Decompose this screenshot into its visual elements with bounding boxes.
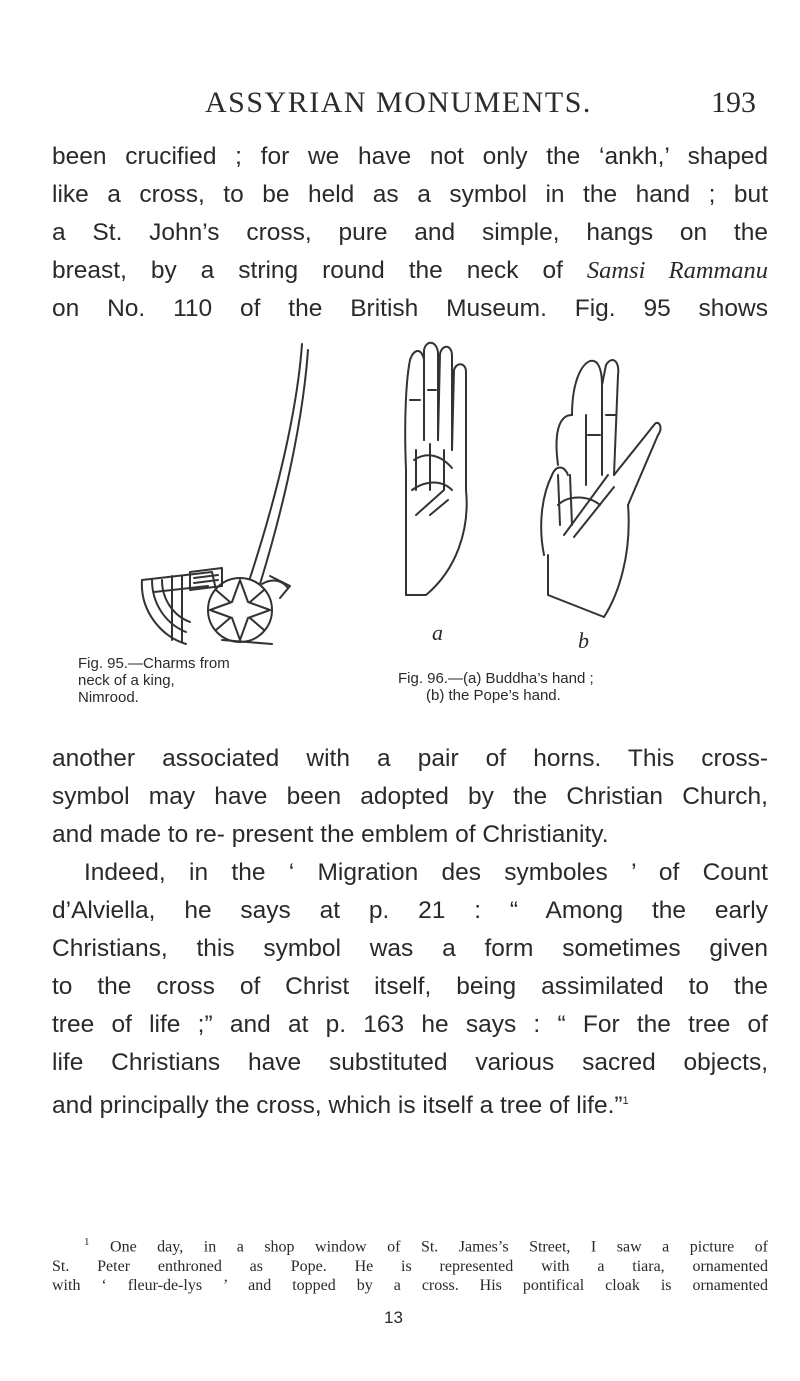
footnote-reference: 1: [622, 1095, 629, 1107]
text-line: symbol may have been adopted by the Christian Church,: [52, 783, 768, 810]
charms-illustration: [112, 340, 312, 650]
text-line: [52, 1082, 768, 1125]
text-line: d’Alviella, he says at p. 21 : “ Among the early: [52, 897, 768, 924]
caption-line: Fig. 95.—Charms from: [78, 655, 230, 672]
text-line: life Christians have substituted various sacred objects,: [52, 1049, 768, 1076]
caption-line: neck of a king,: [78, 672, 175, 689]
pope-hand-illustration: [528, 355, 663, 625]
text-line: tree of life ;” and at p. 163 he says : “ For the tree of: [52, 1011, 768, 1038]
figure-95-caption: [78, 655, 298, 706]
running-title: ASSYRIAN MONUMENTS.: [205, 86, 592, 119]
text-line: and made to re- present the emblem of Christianity.: [52, 821, 609, 848]
footnote-line: [52, 1233, 768, 1257]
figure-96-caption: [398, 670, 728, 704]
text-segment: One day, in a shop window of St. James’s Street, I saw a picture of: [110, 1238, 769, 1256]
text-line: to the cross of Christ itself, being assimilated to the: [52, 973, 768, 1000]
figure-label-b: b: [578, 628, 589, 653]
text-line: a St. John’s cross, pure and simple, hangs on the: [52, 219, 768, 246]
paragraph-1: [52, 138, 768, 328]
text-segment: and principally the cross, which is itself a tree of life.”: [52, 1092, 623, 1120]
text-line: been crucified ; for we have not only the ‘ankh,’ shaped: [52, 143, 768, 170]
footnote-line: with ‘ fleur-de-lys ’ and topped by a cross. His pontifical cloak is ornamented: [52, 1277, 768, 1295]
text-segment: breast, by a string round the neck of: [52, 257, 587, 284]
footnote-line: St. Peter enthroned as Pope. He is represented with a tiara, ornamented: [52, 1257, 768, 1275]
caption-line: Fig. 96.—(a) Buddha’s hand ;: [398, 670, 594, 687]
text-line: on No. 110 of the British Museum. Fig. 95 shows: [52, 295, 768, 322]
footnote: [52, 1233, 768, 1296]
page-number: 193: [711, 86, 756, 119]
caption-line: (b) the Pope’s hand.: [426, 687, 561, 704]
footnote-marker: 1: [84, 1236, 90, 1248]
italic-name: Samsi Rammanu: [586, 257, 769, 284]
figure-label-a: a: [432, 620, 443, 645]
signature-mark: 13: [384, 1308, 403, 1327]
text-line: another associated with a pair of horns. This cross-: [52, 745, 768, 772]
text-line: Indeed, in the ‘ Migration des symboles ’ of Count: [84, 859, 768, 886]
text-line: [52, 252, 768, 290]
caption-line: Nimrood.: [78, 689, 139, 706]
text-line: like a cross, to be held as a symbol in the hand ; but: [52, 181, 768, 208]
buddha-hand-illustration: [386, 340, 496, 625]
paragraph-2: [52, 740, 768, 1125]
text-line: Christians, this symbol was a form sometimes given: [52, 935, 768, 962]
